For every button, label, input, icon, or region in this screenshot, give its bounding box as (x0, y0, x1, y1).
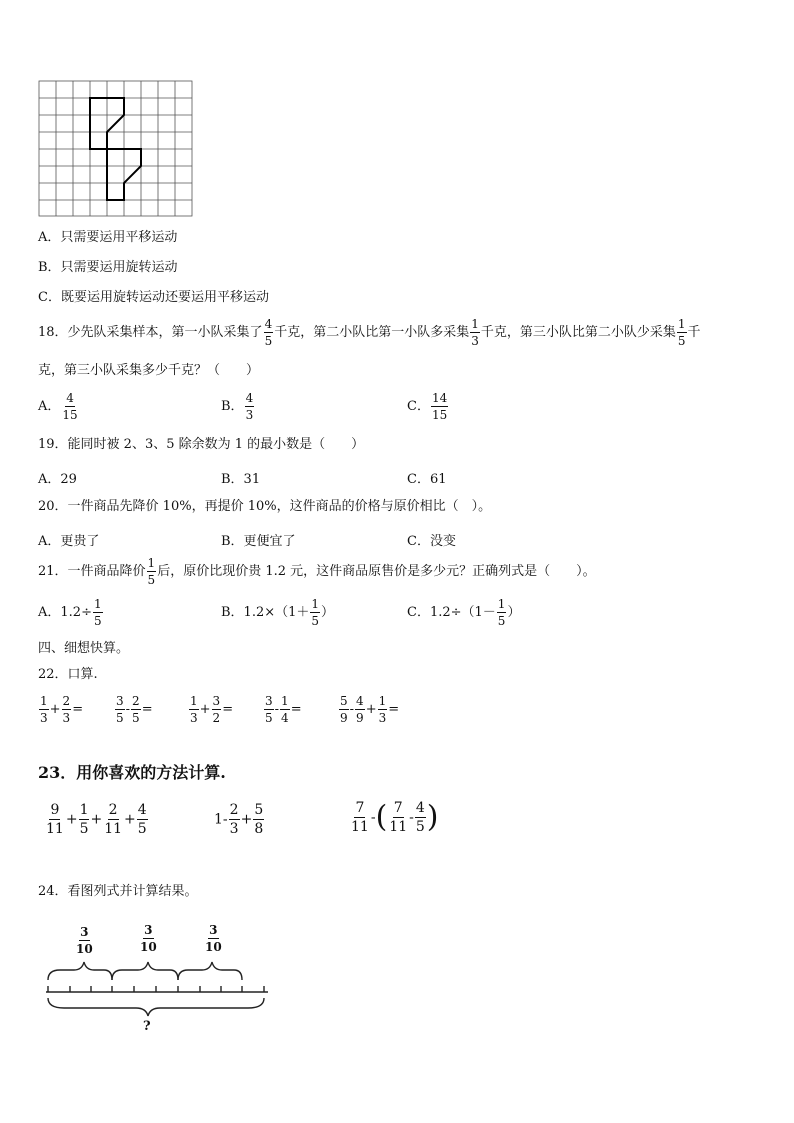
segment-label-3: $\frac{3}{10}$ (205, 923, 222, 954)
q20-question: 20．一件商品先降价 10%，再提价 10%，这件商品的价格与原价相比（ ）。 (38, 499, 492, 514)
q21-option-a[interactable]: A．1.2÷ $\frac{1}{5}$ (38, 597, 102, 628)
q24-diagram (40, 920, 272, 1045)
fraction: $\frac{4}{5}$ (264, 317, 273, 348)
section-heading: 四、细想快算。 (38, 641, 130, 656)
q19-option-c[interactable]: C．61 (407, 472, 447, 487)
q22-expr-2: $\frac{3}{5}$ - $\frac{2}{5}$ = (116, 694, 153, 725)
fraction: $\frac{1}{5}$ (677, 317, 686, 348)
shape-outline (90, 98, 141, 200)
segment-label-2: $\frac{3}{10}$ (140, 923, 157, 954)
q17-option-b[interactable]: B．只需要运用旋转运动 (38, 260, 178, 275)
grid-figure (38, 80, 194, 218)
q21-option-b[interactable]: B．1.2×（1＋ $\frac{1}{5}$ ） (221, 597, 335, 628)
q21-question: 21．一件商品降价 $\frac{1}{5}$ 后，原价比现价贵 1.2 元，这件商品原售价是多少元？正确列式是（ ）。 (38, 556, 596, 587)
q23-expr-3: $\frac{7}{11}$ -( $\frac{7}{11}$ - $\frac{4}{5}$ ) (351, 799, 439, 835)
q22-expr-4: $\frac{3}{5}$ - $\frac{1}{4}$ = (265, 694, 302, 725)
q23-expr-2: 1- $\frac{2}{3}$ + $\frac{5}{8}$ (214, 802, 264, 837)
q17-option-c[interactable]: C．既要运用旋转运动还要运用平移运动 (38, 290, 269, 305)
q24-title: 24．看图列式并计算结果。 (38, 884, 198, 899)
q21-option-c[interactable]: C．1.2÷（1－ $\frac{1}{5}$ ） (407, 597, 521, 628)
question-mark: ? (143, 1019, 151, 1034)
q22-expr-1: $\frac{1}{3}$ + $\frac{2}{3}$ = (40, 694, 84, 725)
q19-option-a[interactable]: A．29 (38, 472, 77, 487)
q23-title: 23．用你喜欢的方法计算. (38, 763, 226, 782)
fraction: $\frac{1}{5}$ (147, 556, 156, 587)
q18-option-a[interactable]: A． $\frac{4}{15}$ (38, 391, 78, 422)
q23-expr-1: $\frac{9}{11}$ + $\frac{1}{5}$ + $\frac{2}{11}$ + $\frac{4}{5}$ (46, 802, 147, 837)
q18-question: 18．少先队采集样本，第一小队采集了 $\frac{4}{5}$ 千克，第二小队比第一小队多采集 $\frac{1}{3}$ 千克，第三小队比第二小队少采集 $\frac{1}{5}$ 千 (38, 317, 701, 348)
q17-option-a[interactable]: A．只需要运用平移运动 (38, 230, 178, 245)
q22-expr-3: $\frac{1}{3}$ + $\frac{3}{2}$ = (190, 694, 234, 725)
q22-title: 22．口算. (38, 667, 98, 682)
q22-expr-5: $\frac{5}{9}$ - $\frac{4}{9}$ + $\frac{1}{3}$ = (340, 694, 400, 725)
q20-option-b[interactable]: B．更便宜了 (221, 534, 296, 549)
q18-question-line2: 克，第三小队采集多少千克？（ ） (38, 363, 260, 378)
segment-label-1: $\frac{3}{10}$ (76, 925, 93, 956)
q18-option-c[interactable]: C． $\frac{14}{15}$ (407, 391, 448, 422)
q19-question: 19．能同时被 2、3、5 除余数为 1 的最小数是（ ） (38, 437, 365, 452)
q19-option-b[interactable]: B．31 (221, 472, 261, 487)
q20-option-a[interactable]: A．更贵了 (38, 534, 100, 549)
number-line (40, 920, 272, 1045)
q18-option-b[interactable]: B． $\frac{4}{3}$ (221, 391, 254, 422)
fraction: $\frac{1}{3}$ (471, 317, 479, 348)
q20-option-c[interactable]: C．没变 (407, 534, 456, 549)
